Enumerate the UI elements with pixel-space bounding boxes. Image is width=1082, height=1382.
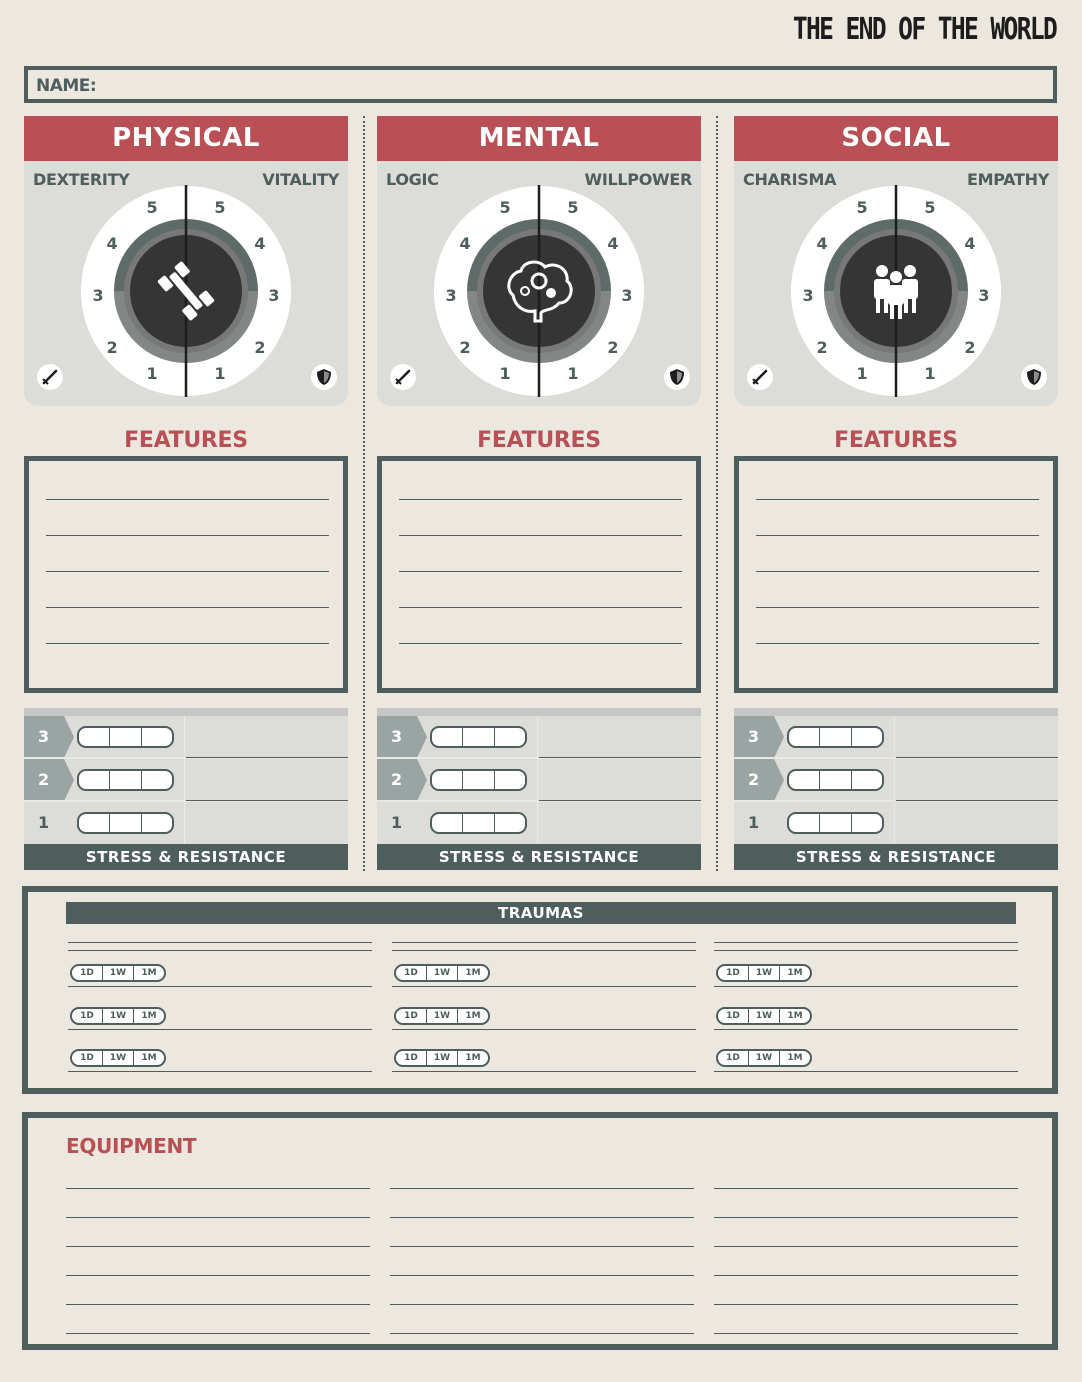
features-label: FEATURES: [834, 428, 958, 453]
trauma-duration-box[interactable]: 1D: [718, 1051, 749, 1065]
shield-icon: [1021, 364, 1047, 390]
stress-divider: [894, 802, 895, 844]
equipment-write-line[interactable]: [390, 1304, 694, 1305]
trauma-write-line[interactable]: [714, 1071, 1018, 1072]
trauma-duration-box[interactable]: 1M: [787, 1011, 803, 1021]
dial-number[interactable]: 5: [567, 198, 579, 217]
dial-number[interactable]: 4: [459, 234, 471, 253]
dial-number[interactable]: 4: [254, 234, 266, 253]
write-line[interactable]: [756, 499, 1039, 500]
stress-row: [377, 759, 701, 801]
right-attribute-label: EMPATHY: [966, 170, 1049, 189]
stress-resistance-label: STRESS & RESISTANCE: [24, 844, 348, 870]
stress-checkbox[interactable]: [820, 728, 851, 746]
stress-checkbox[interactable]: [789, 728, 820, 746]
trauma-write-line[interactable]: [392, 1029, 696, 1030]
trauma-duration-box[interactable]: 1W: [427, 1051, 458, 1065]
stress-checkbox[interactable]: [463, 728, 494, 746]
equipment-write-line[interactable]: [714, 1304, 1018, 1305]
stress-row-divider: [734, 800, 894, 801]
name-label: NAME:: [36, 76, 97, 96]
dial-number[interactable]: 2: [816, 338, 828, 357]
stress-row: [734, 716, 1058, 758]
equipment-title: EQUIPMENT: [66, 1134, 197, 1158]
dial-wrapper: [790, 185, 1002, 401]
column-separator: [363, 116, 365, 871]
features-box[interactable]: [24, 456, 348, 693]
trauma-duration-box[interactable]: 1M: [141, 1011, 157, 1021]
dial-number[interactable]: 3: [268, 286, 280, 305]
resistance-write-line[interactable]: [539, 757, 701, 758]
dial-number[interactable]: 4: [607, 234, 619, 253]
stress-checkboxes[interactable]: [787, 726, 884, 748]
dial-number[interactable]: 3: [621, 286, 633, 305]
stress-divider: [184, 802, 185, 844]
trauma-duration-box[interactable]: 1M: [465, 1053, 481, 1063]
trauma-duration-box[interactable]: 1W: [749, 1051, 780, 1065]
attribute-title: MENTAL: [377, 116, 701, 161]
stress-divider: [537, 716, 538, 758]
trauma-duration-boxes[interactable]: [394, 1049, 490, 1067]
trauma-duration-box[interactable]: 1D: [72, 966, 103, 980]
stress-resistance-label: STRESS & RESISTANCE: [377, 844, 701, 870]
trauma-write-line[interactable]: [714, 986, 1018, 987]
stress-divider: [894, 759, 895, 801]
dial-number[interactable]: 5: [499, 198, 511, 217]
stress-checkbox[interactable]: [495, 771, 525, 789]
equipment-write-line[interactable]: [714, 1275, 1018, 1276]
stress-checkbox[interactable]: [79, 814, 110, 832]
write-line[interactable]: [756, 643, 1039, 644]
trauma-write-line[interactable]: [68, 986, 372, 987]
stress-checkboxes[interactable]: [787, 769, 884, 791]
trauma-duration-box[interactable]: 1D: [718, 1009, 749, 1023]
column-separator: [716, 116, 718, 871]
trauma-duration-box[interactable]: 1D: [396, 1051, 427, 1065]
trauma-duration-boxes[interactable]: [394, 964, 490, 982]
stress-row: [734, 759, 1058, 801]
resistance-write-line[interactable]: [896, 800, 1058, 801]
attribute-dial-panel: [24, 161, 348, 406]
dial-number[interactable]: 1: [146, 364, 158, 383]
trauma-duration-box[interactable]: 1W: [103, 966, 134, 980]
stress-checkbox[interactable]: [142, 814, 172, 832]
trauma-duration-box[interactable]: 1W: [103, 1051, 134, 1065]
trauma-write-line[interactable]: [68, 1071, 372, 1072]
stress-level-number: 1: [24, 802, 64, 844]
stress-checkbox[interactable]: [79, 728, 110, 746]
stress-checkbox[interactable]: [852, 771, 882, 789]
equipment-section: [22, 1112, 1058, 1350]
write-line[interactable]: [46, 499, 329, 500]
sword-icon: [747, 364, 773, 390]
equipment-write-line[interactable]: [390, 1246, 694, 1247]
trauma-duration-boxes[interactable]: [716, 1049, 812, 1067]
stress-checkbox[interactable]: [142, 771, 172, 789]
equipment-write-line[interactable]: [390, 1333, 694, 1334]
stress-divider: [537, 802, 538, 844]
trauma-write-line[interactable]: [68, 950, 372, 951]
attribute-title: PHYSICAL: [24, 116, 348, 161]
stress-checkbox[interactable]: [142, 728, 172, 746]
attribute-dial[interactable]: [433, 185, 645, 397]
traumas-section: [22, 886, 1058, 1094]
trauma-duration-box[interactable]: 1M: [787, 1053, 803, 1063]
trauma-write-line[interactable]: [714, 1029, 1018, 1030]
trauma-duration-boxes[interactable]: [70, 1049, 166, 1067]
stress-checkbox[interactable]: [110, 814, 141, 832]
left-attribute-label: LOGIC: [386, 170, 439, 189]
stress-checkbox[interactable]: [463, 814, 494, 832]
dial-number[interactable]: 2: [964, 338, 976, 357]
dial-number[interactable]: 2: [254, 338, 266, 357]
dial-number[interactable]: 1: [856, 364, 868, 383]
features-box[interactable]: [377, 456, 701, 693]
equipment-write-line[interactable]: [390, 1275, 694, 1276]
trauma-duration-boxes[interactable]: [394, 1007, 490, 1025]
features-box[interactable]: [734, 456, 1058, 693]
stress-level-arrow: [417, 716, 427, 758]
stress-level-number: 3: [734, 716, 774, 758]
resistance-write-line[interactable]: [186, 800, 348, 801]
shield-icon: [664, 364, 690, 390]
stress-checkboxes[interactable]: [430, 812, 527, 834]
write-line[interactable]: [399, 535, 682, 536]
write-line[interactable]: [399, 643, 682, 644]
write-line[interactable]: [756, 571, 1039, 572]
trauma-write-line[interactable]: [714, 950, 1018, 951]
trauma-write-line[interactable]: [392, 942, 696, 943]
stress-level-number: 2: [734, 759, 774, 801]
trauma-duration-box[interactable]: 1W: [427, 966, 458, 980]
write-line[interactable]: [46, 571, 329, 572]
stress-row-divider: [377, 800, 537, 801]
dial-number[interactable]: 3: [92, 286, 104, 305]
stress-checkbox[interactable]: [820, 814, 851, 832]
equipment-write-line[interactable]: [66, 1304, 370, 1305]
resistance-write-line[interactable]: [539, 800, 701, 801]
trauma-duration-box[interactable]: 1M: [787, 968, 803, 978]
trauma-write-line[interactable]: [392, 986, 696, 987]
trauma-duration-boxes[interactable]: [70, 1007, 166, 1025]
trauma-write-line[interactable]: [68, 1029, 372, 1030]
stress-row: [24, 759, 348, 801]
stress-resistance-label: STRESS & RESISTANCE: [734, 844, 1058, 870]
right-attribute-label: WILLPOWER: [584, 170, 692, 189]
resistance-write-line[interactable]: [896, 757, 1058, 758]
equipment-write-line[interactable]: [66, 1275, 370, 1276]
write-line[interactable]: [399, 571, 682, 572]
stress-checkboxes[interactable]: [787, 812, 884, 834]
trauma-duration-box[interactable]: 1W: [103, 1009, 134, 1023]
stress-checkbox[interactable]: [432, 814, 463, 832]
trauma-duration-box[interactable]: 1M: [465, 968, 481, 978]
stress-checkboxes[interactable]: [77, 726, 174, 748]
write-line[interactable]: [756, 535, 1039, 536]
stress-checkbox[interactable]: [820, 771, 851, 789]
dial-number[interactable]: 1: [924, 364, 936, 383]
dial-number[interactable]: 2: [607, 338, 619, 357]
stress-row-divider: [24, 800, 184, 801]
stress-divider: [184, 759, 185, 801]
write-line[interactable]: [399, 499, 682, 500]
equipment-write-line[interactable]: [66, 1246, 370, 1247]
dial-number[interactable]: 1: [214, 364, 226, 383]
trauma-duration-box[interactable]: 1D: [396, 1009, 427, 1023]
stress-level-arrow: [774, 759, 784, 801]
stress-row-divider: [377, 757, 537, 758]
stress-divider: [537, 759, 538, 801]
dial-number[interactable]: 5: [146, 198, 158, 217]
stress-top-band: [377, 708, 701, 716]
stress-checkbox[interactable]: [79, 771, 110, 789]
stress-checkbox[interactable]: [432, 771, 463, 789]
stress-divider: [894, 716, 895, 758]
trauma-duration-box[interactable]: 1D: [718, 966, 749, 980]
attribute-dial-panel: [734, 161, 1058, 406]
attribute-dial-panel: [377, 161, 701, 406]
stress-row-divider: [24, 757, 184, 758]
dial-wrapper: [433, 185, 645, 401]
trauma-duration-box[interactable]: 1W: [749, 1009, 780, 1023]
stress-checkboxes[interactable]: [430, 726, 527, 748]
dial-number[interactable]: 2: [459, 338, 471, 357]
stress-level-number: 1: [377, 802, 417, 844]
write-line[interactable]: [46, 535, 329, 536]
stress-level-arrow: [64, 759, 74, 801]
equipment-write-line[interactable]: [66, 1333, 370, 1334]
sword-icon: [37, 364, 63, 390]
stress-checkboxes[interactable]: [77, 812, 174, 834]
trauma-write-line[interactable]: [392, 1071, 696, 1072]
equipment-write-line[interactable]: [714, 1246, 1018, 1247]
stress-checkbox[interactable]: [852, 814, 882, 832]
resistance-write-line[interactable]: [186, 757, 348, 758]
equipment-write-line[interactable]: [390, 1188, 694, 1189]
stress-resistance-track: [734, 708, 1058, 870]
equipment-write-line[interactable]: [66, 1188, 370, 1189]
dial-number[interactable]: 5: [214, 198, 226, 217]
stress-row: [24, 716, 348, 758]
stress-top-band: [734, 708, 1058, 716]
stress-level-number: 3: [377, 716, 417, 758]
equipment-write-line[interactable]: [66, 1217, 370, 1218]
dial-number[interactable]: 4: [964, 234, 976, 253]
dial-number[interactable]: 3: [802, 286, 814, 305]
trauma-duration-boxes[interactable]: [70, 964, 166, 982]
trauma-duration-box[interactable]: 1M: [465, 1011, 481, 1021]
stress-checkbox[interactable]: [463, 771, 494, 789]
trauma-duration-box[interactable]: 1D: [396, 966, 427, 980]
trauma-write-line[interactable]: [392, 950, 696, 951]
right-attribute-label: VITALITY: [262, 170, 339, 189]
stress-row: [734, 802, 1058, 844]
dial-number[interactable]: 2: [106, 338, 118, 357]
stress-row-divider: [734, 757, 894, 758]
stress-checkbox[interactable]: [495, 728, 525, 746]
left-attribute-label: CHARISMA: [743, 170, 837, 189]
trauma-duration-box[interactable]: 1D: [72, 1009, 103, 1023]
dial-number[interactable]: 5: [924, 198, 936, 217]
trauma-duration-box[interactable]: 1D: [72, 1051, 103, 1065]
traumas-title: TRAUMAS: [66, 902, 1016, 924]
write-line[interactable]: [756, 607, 1039, 608]
stress-level-arrow: [64, 716, 74, 758]
attribute-dial[interactable]: [790, 185, 1002, 397]
stress-checkboxes[interactable]: [77, 769, 174, 791]
attribute-title: SOCIAL: [734, 116, 1058, 161]
game-title: THE END OF THE WORLD: [792, 12, 1056, 47]
dial-number[interactable]: 4: [816, 234, 828, 253]
write-line[interactable]: [46, 607, 329, 608]
stress-checkbox[interactable]: [110, 771, 141, 789]
stress-resistance-track: [24, 708, 348, 870]
attribute-dial[interactable]: [80, 185, 292, 397]
stress-level-number: 2: [377, 759, 417, 801]
equipment-write-line[interactable]: [714, 1333, 1018, 1334]
trauma-write-line[interactable]: [714, 942, 1018, 943]
stress-checkbox[interactable]: [789, 771, 820, 789]
stress-level-number: 2: [24, 759, 64, 801]
trauma-write-line[interactable]: [68, 942, 372, 943]
write-line[interactable]: [399, 607, 682, 608]
stress-checkbox[interactable]: [852, 728, 882, 746]
stress-checkbox[interactable]: [432, 728, 463, 746]
sword-icon: [390, 364, 416, 390]
trauma-duration-boxes[interactable]: [716, 964, 812, 982]
stress-top-band: [24, 708, 348, 716]
stress-row: [377, 802, 701, 844]
trauma-duration-box[interactable]: 1W: [749, 966, 780, 980]
dial-number[interactable]: 4: [106, 234, 118, 253]
dial-number[interactable]: 1: [499, 364, 511, 383]
stress-checkboxes[interactable]: [430, 769, 527, 791]
features-label: FEATURES: [124, 428, 248, 453]
features-label: FEATURES: [477, 428, 601, 453]
name-field[interactable]: [24, 66, 1057, 103]
trauma-duration-box[interactable]: 1M: [141, 1053, 157, 1063]
shield-icon: [311, 364, 337, 390]
write-line[interactable]: [46, 643, 329, 644]
trauma-duration-box[interactable]: 1W: [427, 1009, 458, 1023]
stress-checkbox[interactable]: [110, 728, 141, 746]
equipment-write-line[interactable]: [714, 1188, 1018, 1189]
dial-number[interactable]: 3: [445, 286, 457, 305]
dial-number[interactable]: 1: [567, 364, 579, 383]
equipment-write-line[interactable]: [714, 1217, 1018, 1218]
stress-divider: [184, 716, 185, 758]
dial-number[interactable]: 5: [856, 198, 868, 217]
stress-resistance-track: [377, 708, 701, 870]
left-attribute-label: DEXTERITY: [33, 170, 130, 189]
stress-checkbox[interactable]: [789, 814, 820, 832]
dial-wrapper: [80, 185, 292, 401]
stress-checkbox[interactable]: [495, 814, 525, 832]
trauma-duration-boxes[interactable]: [716, 1007, 812, 1025]
stress-level-number: 3: [24, 716, 64, 758]
stress-level-arrow: [417, 759, 427, 801]
trauma-duration-box[interactable]: 1M: [141, 968, 157, 978]
stress-level-number: 1: [734, 802, 774, 844]
equipment-write-line[interactable]: [390, 1217, 694, 1218]
stress-row: [377, 716, 701, 758]
dial-number[interactable]: 3: [978, 286, 990, 305]
stress-row: [24, 802, 348, 844]
stress-level-arrow: [774, 716, 784, 758]
